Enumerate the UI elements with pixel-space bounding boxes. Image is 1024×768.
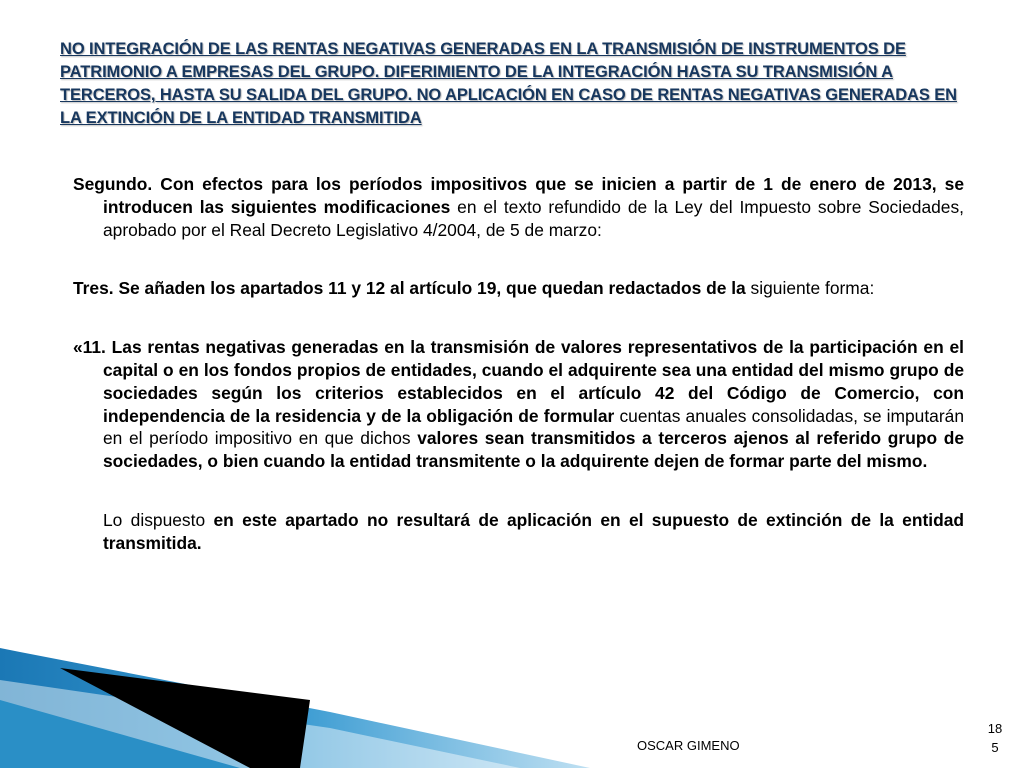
paragraph-dispuesto-bold: en este apartado no resultará de aplicación en el supuesto de extinción de la entidad transmitida. (103, 509, 964, 553)
page-number-line2: 5 (991, 740, 999, 755)
paragraph-tres-text: siguiente forma: (745, 278, 875, 299)
paragraph-dispuesto-text: Lo dispuesto (103, 509, 214, 530)
page-number (975, 719, 1015, 757)
paragraph-11-bold-a: «11. Las rentas negativas generadas en la transmisión de valores representativos de la participación en el capital o en los fondos propios de entidades, cuando el adquirente sea una entidad del mismo grupo de sociedades según los criterios establecidos en el artículo 42 del Código de Comercio, con independencia de la residencia y de la obligación de formular (73, 337, 964, 426)
page-number-line1: 18 (987, 721, 1003, 736)
slide-title: NO INTEGRACIÓN DE LAS RENTAS NEGATIVAS GENERADAS EN LA TRANSMISIÓN DE INSTRUMENTOS DE PATRIMONIO A EMPRESAS DEL GRUPO. DIFERIMIENTO DE LA INTEGRACIÓN HASTA SU TRANSMISIÓN A TERCEROS, HASTA SU SALIDA DEL GRUPO. NO APLICACIÓN EN CASO DE RENTAS NEGATIVAS GENERADAS EN LA EXTINCIÓN DE LA ENTIDAD TRANSMITIDA (60, 40, 957, 127)
paragraph-11-bold-b: valores sean transmitidos a terceros ajenos al referido grupo de sociedades, o bien cuando la entidad transmitente o la adquirente dejen de formar parte del mismo. (103, 428, 964, 472)
paragraph-segundo-text: en el texto refundido de la Ley del Impuesto sobre Sociedades, aprobado por el Real Decreto Legislativo 4/2004, de 5 de marzo: (103, 196, 964, 240)
paragraph-tres-bold: Tres. Se añaden los apartados 11 y 12 al artículo 19, que quedan redactados de la (73, 278, 746, 299)
paragraph-segundo-bold: Segundo. Con efectos para los períodos impositivos que se inicien a partir de 1 de enero de 2013, se introducen las siguientes modificaciones (73, 174, 964, 217)
paragraph-11-text: cuentas anuales consolidadas, se imputarán en el período impositivo en que dichos (103, 405, 964, 449)
footer-author: OSCAR GIMENO (637, 738, 740, 753)
